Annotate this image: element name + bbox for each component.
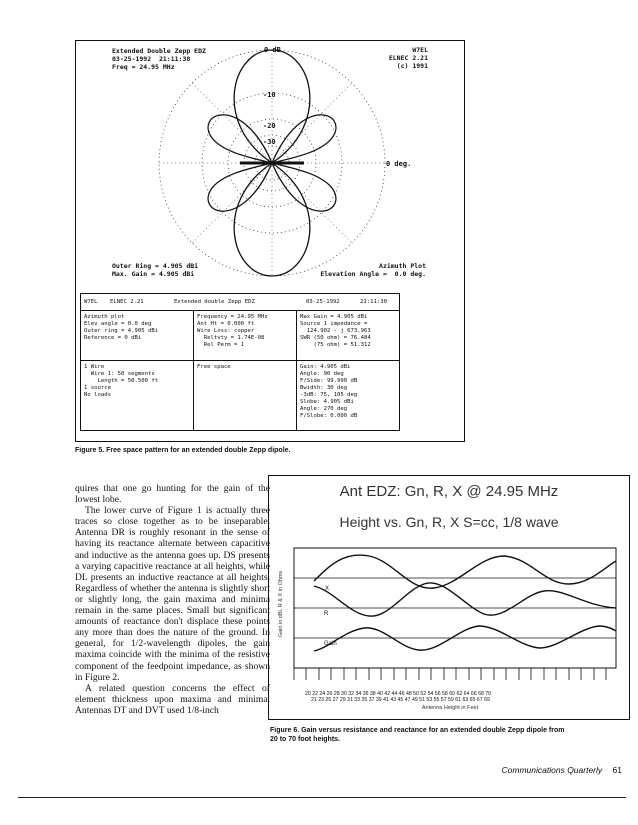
fig5-footer-left: Outer Ring = 4.905 dBi Max. Gain = 4.905 dBi	[112, 262, 199, 278]
table-col3-bottom: Gain: 4.905 dBi Angle: 90 deg F/Side: 99.990 dB Bwidth: 30 deg -3dB: 75, 105 deg Slobe: 4.905 dBi Angle: 270 deg F/Slobe: 0.000 dB	[300, 364, 358, 419]
page-number: 61	[612, 765, 622, 775]
body-paragraph: A related question concerns the effect of element thickness upon maxima and minima. Antennas DT and DVT used 1/8-inch	[75, 682, 270, 716]
table-header-date: 03-25-1992	[306, 299, 340, 305]
page-footer	[452, 765, 622, 775]
deg-label: 0 deg.	[386, 160, 412, 168]
fig6-title-1: Ant EDZ: Gn, R, X @ 24.95 MHz	[339, 483, 559, 500]
ring-label-0db: 0 dB	[264, 46, 281, 54]
table-col3-top: Max Gain = 4.905 dBi Source 1 impedance = 124.902 - j 673.963 SWR (50 ohm) = 76.484 (75 ohm) = 51.312	[300, 314, 371, 348]
fig6-title-2: Height vs. Gn, R, X S=cc, 1/8 wave	[339, 514, 559, 530]
fig6-y-axis-label: Gain in dBi, R & X in Ohms	[278, 570, 284, 638]
figure-6	[268, 475, 630, 720]
fig6-x-ticks-row2: 21 23 25 27 29 31 33 35 37 39 41 43 45 47 49 51 53 55 57 59 61 63 65 67 69	[311, 697, 490, 703]
table-header-call: W7EL	[84, 299, 98, 305]
ring-label-10: -10	[263, 91, 276, 99]
ring-label-30: -30	[263, 138, 276, 146]
table-col2-bottom: Free space	[197, 364, 231, 370]
fig5-header-left: Extended Double Zepp EDZ 03-25-1992 21:11:38 Freq = 24.95 MHz	[112, 47, 206, 71]
table-header-time: 21:11:30	[360, 299, 387, 305]
ring-label-20: -20	[263, 122, 276, 130]
fig5-footer-right: Azimuth Plot Elevation Angle = 0.0 deg.	[320, 262, 426, 278]
table-col2-top: Frequency = 24.95 MHz Ant Ht = 0.000 ft Wire Loss: copper Reltvty = 1.74E-08 Rel Perm = 1	[197, 314, 268, 348]
series-label-x: X	[325, 586, 330, 592]
figure-5	[75, 40, 465, 442]
series-label-r: R	[324, 611, 329, 617]
body-paragraph: quires that one go hunting for the gain of the lowest lobe.	[75, 483, 270, 506]
table-header-program: ELNEC 2.21	[110, 299, 144, 305]
body-text	[75, 483, 270, 716]
table-col1-bottom: 1 Wire Wire 1: 50 segments Length = 50.500 ft 1 source No loads	[84, 364, 159, 398]
body-paragraph: The lower curve of Figure 1 is actually three traces so close together as to be inseparable. Antenna DR is roughly resonant in the sense of having its reactance alternate between capacitive and inductive as the antenna goes up. DS presents a varying capacitive reactance at all heights, while DL presents an inductive reactance at all heights. Regardless of whether the antenna is slightly short or slightly long, the gain maxima and minima remain in the same places. Small but significant amounts of reactance don't displace these points any more than does the nature of the ground. In general, for 1/2-wavelength dipoles, the gain maxima coincide with the minima of the resistive component of the feedpoint impedance, as shown in Figure 2.	[75, 505, 270, 683]
elnec-summary-table	[80, 293, 400, 431]
figure-6-caption: Figure 6. Gain versus resistance and reactance for an extended double Zepp dipole from 20 to 70 foot heights.	[270, 727, 565, 743]
fig6-x-axis-label: Antenna Height in Feet	[421, 705, 479, 711]
table-header-title: Extended double Zepp EDZ	[174, 299, 255, 305]
table-col1-top: Azimuth plot Elev angle = 0.0 deg Outer ring = 4.905 dBi Reference = 0 dBi	[84, 314, 159, 341]
figure-5-caption: Figure 5. Free space pattern for an extended double Zepp dipole.	[75, 447, 291, 454]
gain-r-x-chart	[269, 476, 631, 721]
fig5-header-right: W7EL ELNEC 2.21 (c) 1991	[388, 46, 428, 70]
bottom-rule	[18, 797, 626, 798]
journal-name: Communications Quarterly	[501, 765, 603, 775]
fig6-x-ticks-row1: 20 22 24 26 28 30 32 34 36 38 40 42 44 46 48 50 52 54 56 58 60 62 64 66 68 70	[305, 691, 492, 697]
series-label-gain: Gain	[324, 641, 337, 647]
